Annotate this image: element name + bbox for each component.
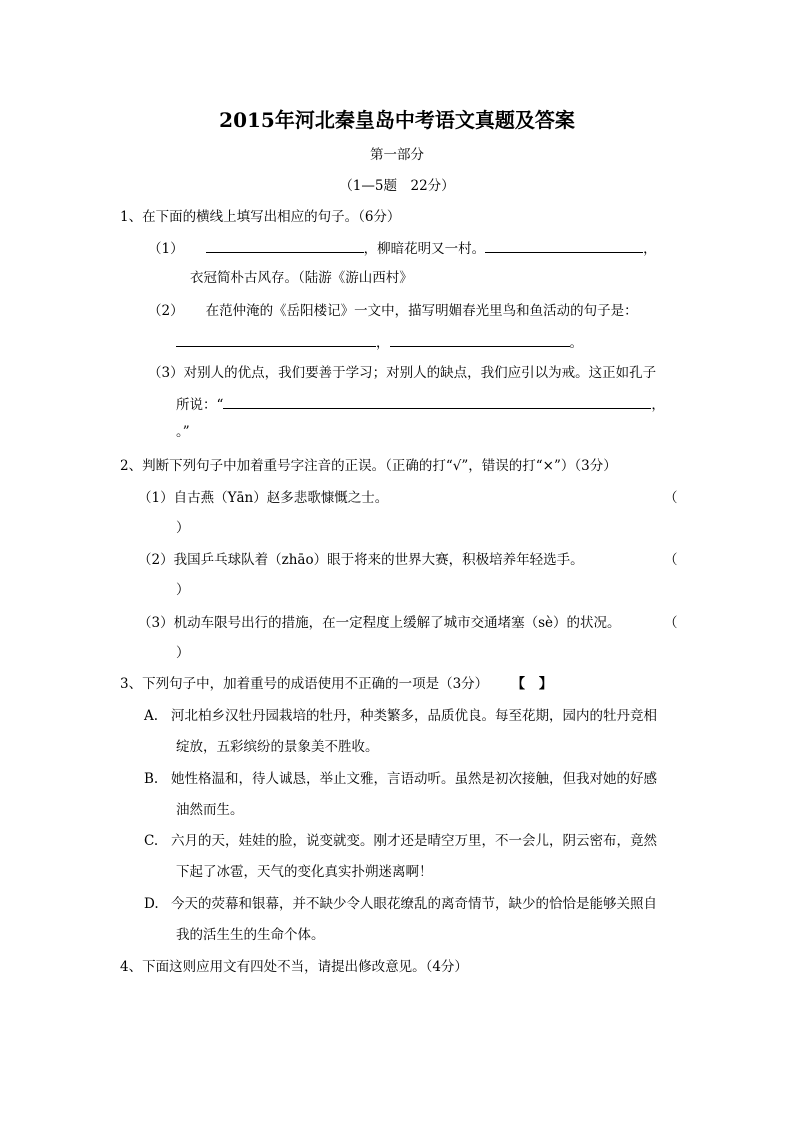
q1-sub3-line2 xyxy=(176,394,665,415)
answer-blank[interactable] xyxy=(223,394,651,409)
q1-sub2-text: 在范仲淹的《岳阳楼记》一文中，描写明媚春光里鸟和鱼活动的句子是： xyxy=(205,303,638,319)
answer-paren-close: ） xyxy=(176,520,190,536)
q2-item: （1）自古燕（Yān）赵多悲歌慷慨之士。 xyxy=(138,490,389,506)
option-d-line2: 我的活生生的生命个体。 xyxy=(176,927,325,943)
q1-sub3-line1: （3）对别人的优点，我们要善于学习；对别人的缺点，我们应引以为戒。这正如孔子 xyxy=(148,365,657,381)
q4-stem: 4、下面这则应用文有四处不当，请提出修改意见。（4分） xyxy=(120,959,468,975)
answer-blank[interactable] xyxy=(176,332,376,347)
q2-stem: 2、判断下列句子中加着重号字注音的正误。（正确的打“√”，错误的打“×”）（3分） xyxy=(120,458,617,474)
option-label-c: C. xyxy=(144,833,159,849)
q1-sub2-line1 xyxy=(148,301,638,321)
answer-paren-open[interactable]: （ xyxy=(664,552,678,568)
q1-sub1-line1 xyxy=(148,238,657,259)
option-label-b: B. xyxy=(144,771,159,787)
q3-stem-line xyxy=(120,674,566,694)
option-c-line1: 六月的天，娃娃的脸，说变就变。刚才还是晴空万里，不一会儿，阴云密布，竟然 xyxy=(171,833,657,849)
part-info: （1—5题 22分） xyxy=(339,178,455,194)
q1-sub1-mid: ，柳暗花明又一村。 xyxy=(363,241,486,257)
answer-blank[interactable] xyxy=(206,238,364,253)
q1-sub2-end: 。 xyxy=(569,335,583,351)
option-label-d: D. xyxy=(144,896,159,912)
q1-sub1-line2: 衣冠简朴古风存。（陆游《游山西村》 xyxy=(190,270,413,286)
q1-sub1-end: ， xyxy=(643,241,657,257)
q1-sub1-number: （1） xyxy=(148,241,184,257)
q1-sub2-mid: ， xyxy=(376,335,390,351)
q1-sub3-close: 。” xyxy=(176,424,190,440)
answer-blank[interactable] xyxy=(390,332,570,347)
answer-paren-open[interactable]: （ xyxy=(664,615,678,631)
q1-sub2-line2 xyxy=(176,332,583,353)
answer-paren-open[interactable]: （ xyxy=(664,490,678,506)
option-c-line2: 下起了冰雹，天气的变化真实扑朔迷离啊！ xyxy=(176,864,433,880)
q3-stem: 3、下列句子中，加着重号的成语使用不正确的一项是（3分） xyxy=(120,676,489,692)
answer-paren-close: ） xyxy=(176,645,190,661)
q1-sub3-end: ， xyxy=(651,397,665,413)
option-d-line1: 今天的荧幕和银幕，并不缺少令人眼花缭乱的离奇情节，缺少的恰恰是能够关照自 xyxy=(171,896,657,912)
q2-item: （3）机动车限号出行的措施，在一定程度上缓解了城市交通堵塞（sè）的状况。 xyxy=(138,615,621,631)
answer-bracket[interactable]: 【】 xyxy=(518,676,567,692)
part-heading: 第一部分 xyxy=(370,147,424,163)
q1-sub3-lead: 所说：“ xyxy=(176,397,224,413)
option-label-a: A. xyxy=(144,708,159,724)
page-title: 2015年河北秦皇岛中考语文真题及答案 xyxy=(219,108,575,132)
q2-item: （2）我国乒乓球队着（zhāo）眼于将来的世界大赛，积极培养年轻选手。 xyxy=(138,552,584,568)
option-b-line1: 她性格温和，待人诚恳，举止文雅，言语动听。虽然是初次接触，但我对她的好感 xyxy=(171,771,657,787)
option-a-line1: 河北柏乡汉牡丹园栽培的牡丹，种类繁多，品质优良。每至花期，园内的牡丹竞相 xyxy=(171,708,657,724)
option-b-line2: 油然而生。 xyxy=(176,802,244,818)
q1-stem: 1、在下面的横线上填写出相应的句子。（6分） xyxy=(120,209,401,225)
q1-sub2-number: （2） xyxy=(148,303,184,319)
answer-blank[interactable] xyxy=(485,238,643,253)
option-a-line2: 绽放，五彩缤纷的景象美不胜收。 xyxy=(176,739,379,755)
answer-paren-close: ） xyxy=(176,582,190,598)
